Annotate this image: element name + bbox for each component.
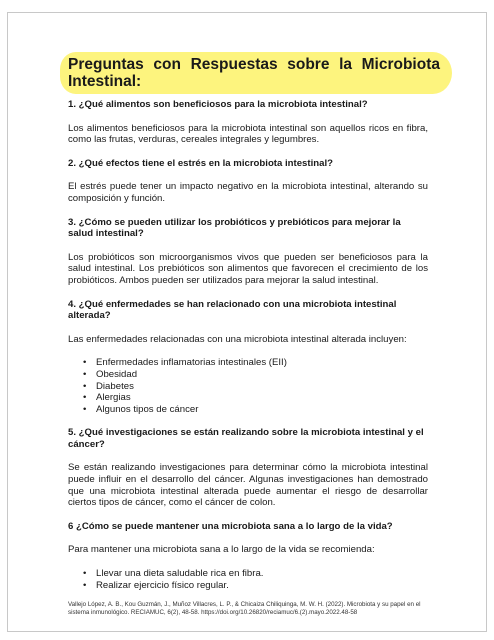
citation-footer: Vallejo López, A. B., Kou Guzmán, J., Muñoz Villacres, L. P., & Chicaiza Chiliquinga, M. W. H. (2022). Microbiota y su papel en el sistema inmunológico. RECIAMUC, 6(2), 48-58. https://doi.org/10.26820/reciamuc/6.(2).mayo.2022.48-58 bbox=[68, 601, 421, 616]
list-item: • Obesidad bbox=[96, 369, 428, 381]
section-answer: El estrés puede tener un impacto negativo en la microbiota intestinal, alterando su composición y función. bbox=[68, 181, 428, 204]
list-item: • Diabetes bbox=[96, 381, 428, 393]
document-title: Preguntas con Respuestas sobre la Microbiota Intestinal: bbox=[68, 56, 440, 90]
disease-list bbox=[68, 357, 428, 415]
list-item: • Realizar ejercicio físico regular. bbox=[96, 580, 428, 592]
list-item: • Llevar una dieta saludable rica en fibra. bbox=[96, 568, 428, 580]
section-question: 2. ¿Qué efectos tiene el estrés en la microbiota intestinal? bbox=[68, 157, 333, 169]
section-question: 3. ¿Cómo se pueden utilizar los probióticos y prebióticos para mejorar la salud intestinal? bbox=[68, 216, 401, 240]
section-answer: Los probióticos son microorganismos vivos que pueden ser beneficiosos para la salud intestinal. Los prebióticos son alimentos que favorecen el crecimiento de los probióticos. Ambos pueden ser utilizados para mejorar la salud intestinal. bbox=[68, 251, 428, 286]
list-item: • Alergias bbox=[96, 392, 428, 404]
section-question: 5. ¿Qué investigaciones se están realizando sobre la microbiota intestinal y el cáncer? bbox=[68, 427, 424, 450]
section-question: 1. ¿Qué alimentos son beneficiosos para la microbiota intestinal? bbox=[68, 99, 368, 110]
section-answer: Para mantener una microbiota sana a lo largo de la vida se recomienda: bbox=[68, 544, 375, 556]
section-answer: Los alimentos beneficiosos para la microbiota intestinal son aquellos ricos en fibra, como las frutas, verduras, cereales integrales y legumbres. bbox=[68, 122, 428, 146]
section-question: 6 ¿Cómo se puede mantener una microbiota sana a lo largo de la vida? bbox=[68, 520, 393, 532]
list-item: • Algunos tipos de cáncer bbox=[96, 404, 428, 416]
recommendation-list bbox=[68, 568, 428, 591]
list-item: • Enfermedades inflamatorias intestinales (EII) bbox=[96, 357, 428, 369]
section-question: 4. ¿Qué enfermedades se han relacionado con una microbiota intestinal alterada? bbox=[68, 298, 397, 322]
section-answer: Las enfermedades relacionadas con una microbiota intestinal alterada incluyen: bbox=[68, 333, 407, 345]
section-answer: Se están realizando investigaciones para determinar cómo la microbiota intestinal puede influir en el desarrollo del cáncer. Algunas investigaciones han demostrado que una microbiota intestinal alterada puede aumentar el riesgo de desarrollar ciertos tipos de cáncer, como el cáncer de colon. bbox=[68, 462, 428, 509]
document-body bbox=[68, 99, 428, 591]
